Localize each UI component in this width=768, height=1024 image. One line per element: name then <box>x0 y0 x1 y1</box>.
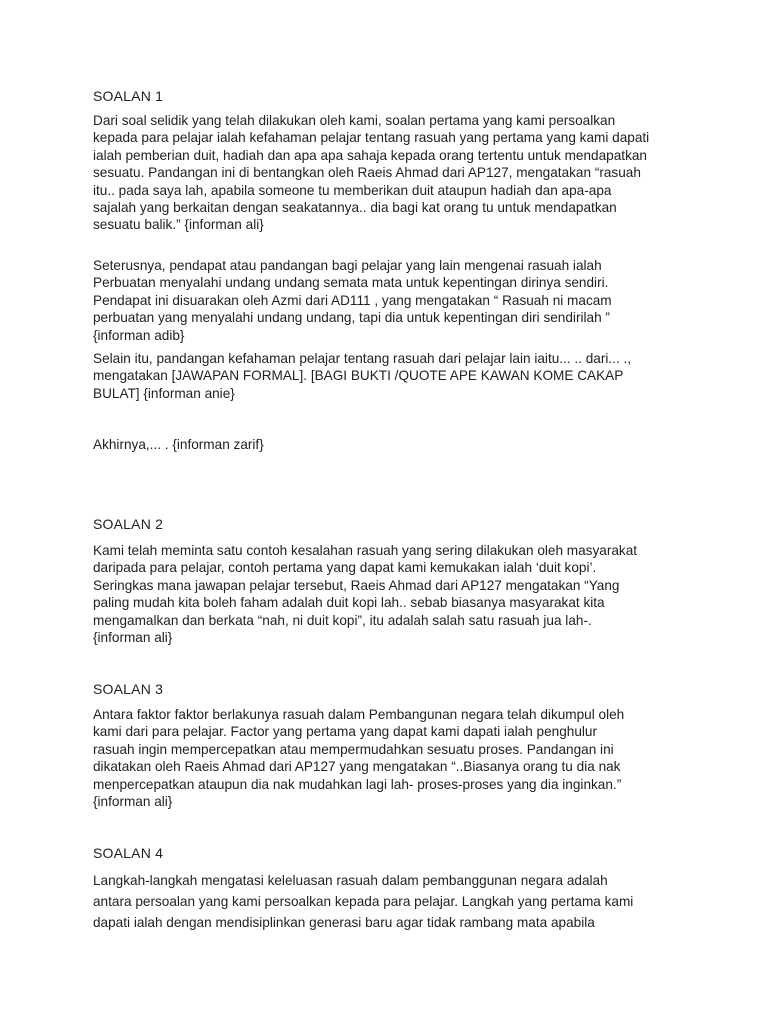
soalan-1-paragraph-4 <box>93 436 683 453</box>
text-line: perbuatan yang menyalahi undang undang, tapi dia untuk kepentingan diri sendirilah ” <box>93 310 610 326</box>
text-line: Akhirnya,... . {informan zarif} <box>93 437 264 452</box>
text-line: Seterusnya, pendapat atau pandangan bagi pelajar yang lain mengenai rasuah ialah <box>93 258 602 273</box>
text-line: Langkah-langkah mengatasi keleluasan rasuah dalam pembanggunan negara adalah <box>93 873 608 888</box>
section-heading: SOALAN 4 <box>93 845 164 861</box>
soalan-2-paragraph-1 <box>93 542 683 646</box>
text-line: {informan adib} <box>93 327 185 343</box>
text-line: ialah pemberian duit, hadiah dan apa apa sahaja kepada orang tertentu untuk mendapatkan <box>93 147 647 163</box>
text-line: Seringkas mana jawapan pelajar tersebut, Raeis Ahmad dari AP127 mengatakan “Yang <box>93 577 620 593</box>
section-soalan-2-heading <box>93 516 693 532</box>
section-soalan-4-heading <box>93 845 693 861</box>
text-line: BULAT] {informan anie} <box>93 385 235 401</box>
text-line: kepada para pelajar ialah kefahaman pelajar tentang rasuah yang pertama yang kami dapati <box>93 130 650 146</box>
text-line: Dari soal selidik yang telah dilakukan oleh kami, soalan pertama yang kami persoalkan <box>93 113 616 128</box>
section-heading: SOALAN 3 <box>93 681 164 697</box>
text-line: sesuatu. Pandangan ini di bentangkan oleh Raeis Ahmad dari AP127, mengatakan “rasuah <box>93 165 641 181</box>
text-line: sajalah yang berkaitan dengan seakatannya.. dia bagi kat orang tu untuk mendapatkan <box>93 200 617 216</box>
text-line: Perbuatan menyalahi undang undang semata mata untuk kepentingan dirinya sendiri. <box>93 275 609 291</box>
soalan-1-paragraph-1 <box>93 112 683 234</box>
soalan-4-paragraph-1 <box>93 870 683 933</box>
section-heading: SOALAN 1 <box>93 88 164 104</box>
soalan-3-paragraph-1 <box>93 706 683 810</box>
text-line: paling mudah kita boleh faham adalah duit kopi lah.. sebab biasanya masyarakat kita <box>93 595 605 611</box>
text-line: Kami telah meminta satu contoh kesalahan rasuah yang sering dilakukan oleh masyarakat <box>93 543 638 558</box>
section-soalan-3-heading <box>93 681 693 697</box>
text-line: {informan ali} <box>93 794 173 810</box>
text-line: kami dari para pelajar. Factor yang pertama yang dapat kami dapati ialah penghulur <box>93 724 598 740</box>
soalan-1-paragraph-3 <box>93 350 683 402</box>
text-line: itu.. pada saya lah, apabila someone tu memberikan duit ataupun hadiah dan apa-apa <box>93 182 612 198</box>
text-line: Antara faktor faktor berlakunya rasuah dalam Pembangunan negara telah dikumpul oleh <box>93 707 625 722</box>
text-line: dapati ialah dengan mendisiplinkan generasi baru agar tidak rambang mata apabila <box>93 915 595 930</box>
text-line: menpercepatkan ataupun dia nak mudahkan lagi lah- proses-proses yang dia inginkan.” <box>93 776 622 792</box>
section-soalan-1-heading <box>93 88 693 104</box>
text-line: Pendapat ini disuarakan oleh Azmi dari AD111 , yang mengatakan “ Rasuah ni macam <box>93 292 612 308</box>
text-line: daripada para pelajar, contoh pertama yang dapat kami kemukakan ialah ‘duit kopi’. <box>93 560 597 576</box>
section-heading: SOALAN 2 <box>93 516 164 532</box>
text-line: Selain itu, pandangan kefahaman pelajar tentang rasuah dari pelajar lain iaitu... .. dari... ., <box>93 351 632 366</box>
text-line: antara persoalan yang kami persoalkan kepada para pelajar. Langkah yang pertama kami <box>93 894 634 909</box>
text-line: {informan ali} <box>93 630 173 646</box>
soalan-1-paragraph-2 <box>93 257 683 344</box>
text-line: sesuatu balik.” {informan ali} <box>93 217 264 233</box>
text-line: dikatakan oleh Raeis Ahmad dari AP127 yang mengatakan “..Biasanya orang tu dia nak <box>93 759 621 775</box>
text-line: rasuah ingin mempercepatkan atau mempermudahkan sesuatu proses. Pandangan ini <box>93 741 614 757</box>
text-line: mengatakan [JAWAPAN FORMAL]. [BAGI BUKTI /QUOTE APE KAWAN KOME CAKAP <box>93 368 624 384</box>
text-line: mengamalkan dan berkata “nah, ni duit kopi”, itu adalah salah satu rasuah jua lah-. <box>93 612 592 628</box>
